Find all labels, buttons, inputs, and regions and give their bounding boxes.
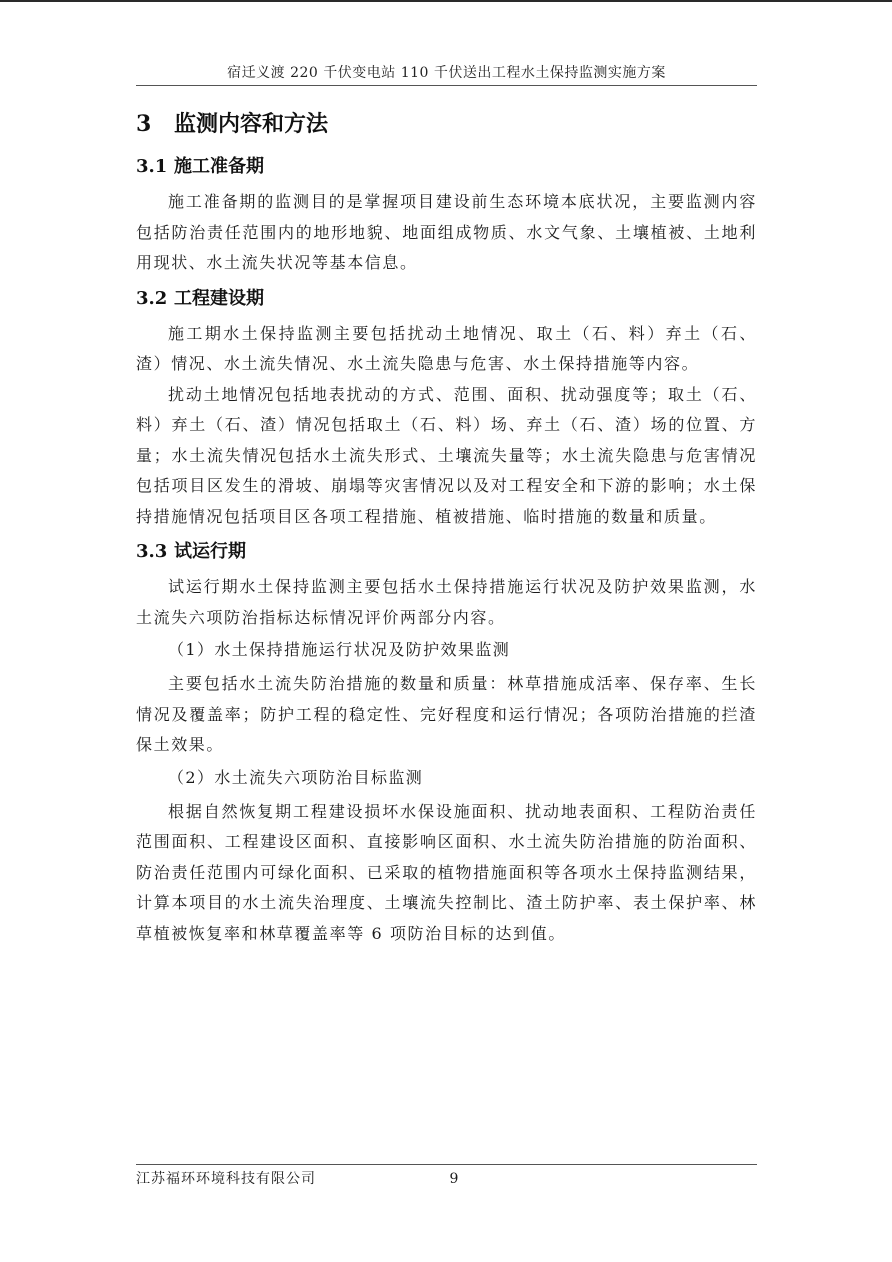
top-border <box>0 0 892 2</box>
paragraph: 主要包括水土流失防治措施的数量和质量：林草措施成活率、保存率、生长情况及覆盖率；防护工程的稳定性、完好程度和运行情况；各项防治措施的拦渣保土效果。 <box>136 674 757 754</box>
section-title: 施工准备期 <box>174 156 264 177</box>
paragraph: 施工准备期的监测目的是掌握项目建设前生态环境本底状况，主要监测内容包括防治责任范围内的地形地貌、地面组成物质、水文气象、土壤植被、土地利用现状、水土流失状况等基本信息。 <box>136 192 757 272</box>
section-heading-3-2 <box>136 285 757 313</box>
chapter-number: 3 <box>136 111 152 137</box>
list-item: （2）水土流失六项防治目标监测 <box>168 767 424 787</box>
page-header: 宿迁义渡 220 千伏变电站 110 千伏送出工程水土保持监测实施方案 <box>227 65 666 81</box>
header-rule <box>136 85 757 86</box>
chapter-heading <box>136 108 757 140</box>
page-content <box>136 108 757 949</box>
section-heading-3-3 <box>136 538 757 566</box>
section-number: 3.1 <box>136 156 168 177</box>
page-number: 9 <box>449 1171 459 1187</box>
list-item: （1）水土保持措施运行状况及防护效果监测 <box>168 640 511 659</box>
footer-rule <box>136 1164 757 1165</box>
paragraph: 施工期水土保持监测主要包括扰动土地情况、取土（石、料）弃土（石、渣）情况、水土流失情况、水土流失隐患与危害、水土保持措施等内容。 <box>136 323 757 373</box>
section-title: 试运行期 <box>174 541 246 562</box>
paragraph: 试运行期水土保持监测主要包括水土保持措施运行状况及防护效果监测，水土流失六项防治指标达标情况评价两部分内容。 <box>136 577 757 627</box>
section-number: 3.2 <box>136 287 168 309</box>
footer-company: 江苏福环环境科技有限公司 <box>136 1171 316 1187</box>
section-title: 工程建设期 <box>174 287 264 309</box>
section-heading-3-1 <box>136 153 757 181</box>
chapter-title: 监测内容和方法 <box>174 111 329 137</box>
section-number: 3.3 <box>136 541 168 562</box>
paragraph: 根据自然恢复期工程建设损坏水保设施面积、扰动地表面积、工程防治责任范围面积、工程建设区面积、直接影响区面积、水土流失防治措施的防治面积、防治责任范围内可绿化面积、已采取的植物措施面积等各项水土保持监测结果，计算本项目的水土流失治理度、土壤流失控制比、渣土防护率、表土保护率、林草植被恢复率和林草覆盖率等 6 项防治目标的达到值。 <box>136 801 757 943</box>
paragraph: 扰动土地情况包括地表扰动的方式、范围、面积、扰动强度等；取土（石、料）弃土（石、渣）情况包括取土（石、料）场、弃土（石、渣）场的位置、方量；水土流失情况包括水土流失形式、土壤流失量等；水土流失隐患与危害情况包括项目区发生的滑坡、崩塌等灾害情况以及对工程安全和下游的影响；水土保持措施情况包括项目区各项工程措施、植被措施、临时措施的数量和质量。 <box>136 384 757 526</box>
